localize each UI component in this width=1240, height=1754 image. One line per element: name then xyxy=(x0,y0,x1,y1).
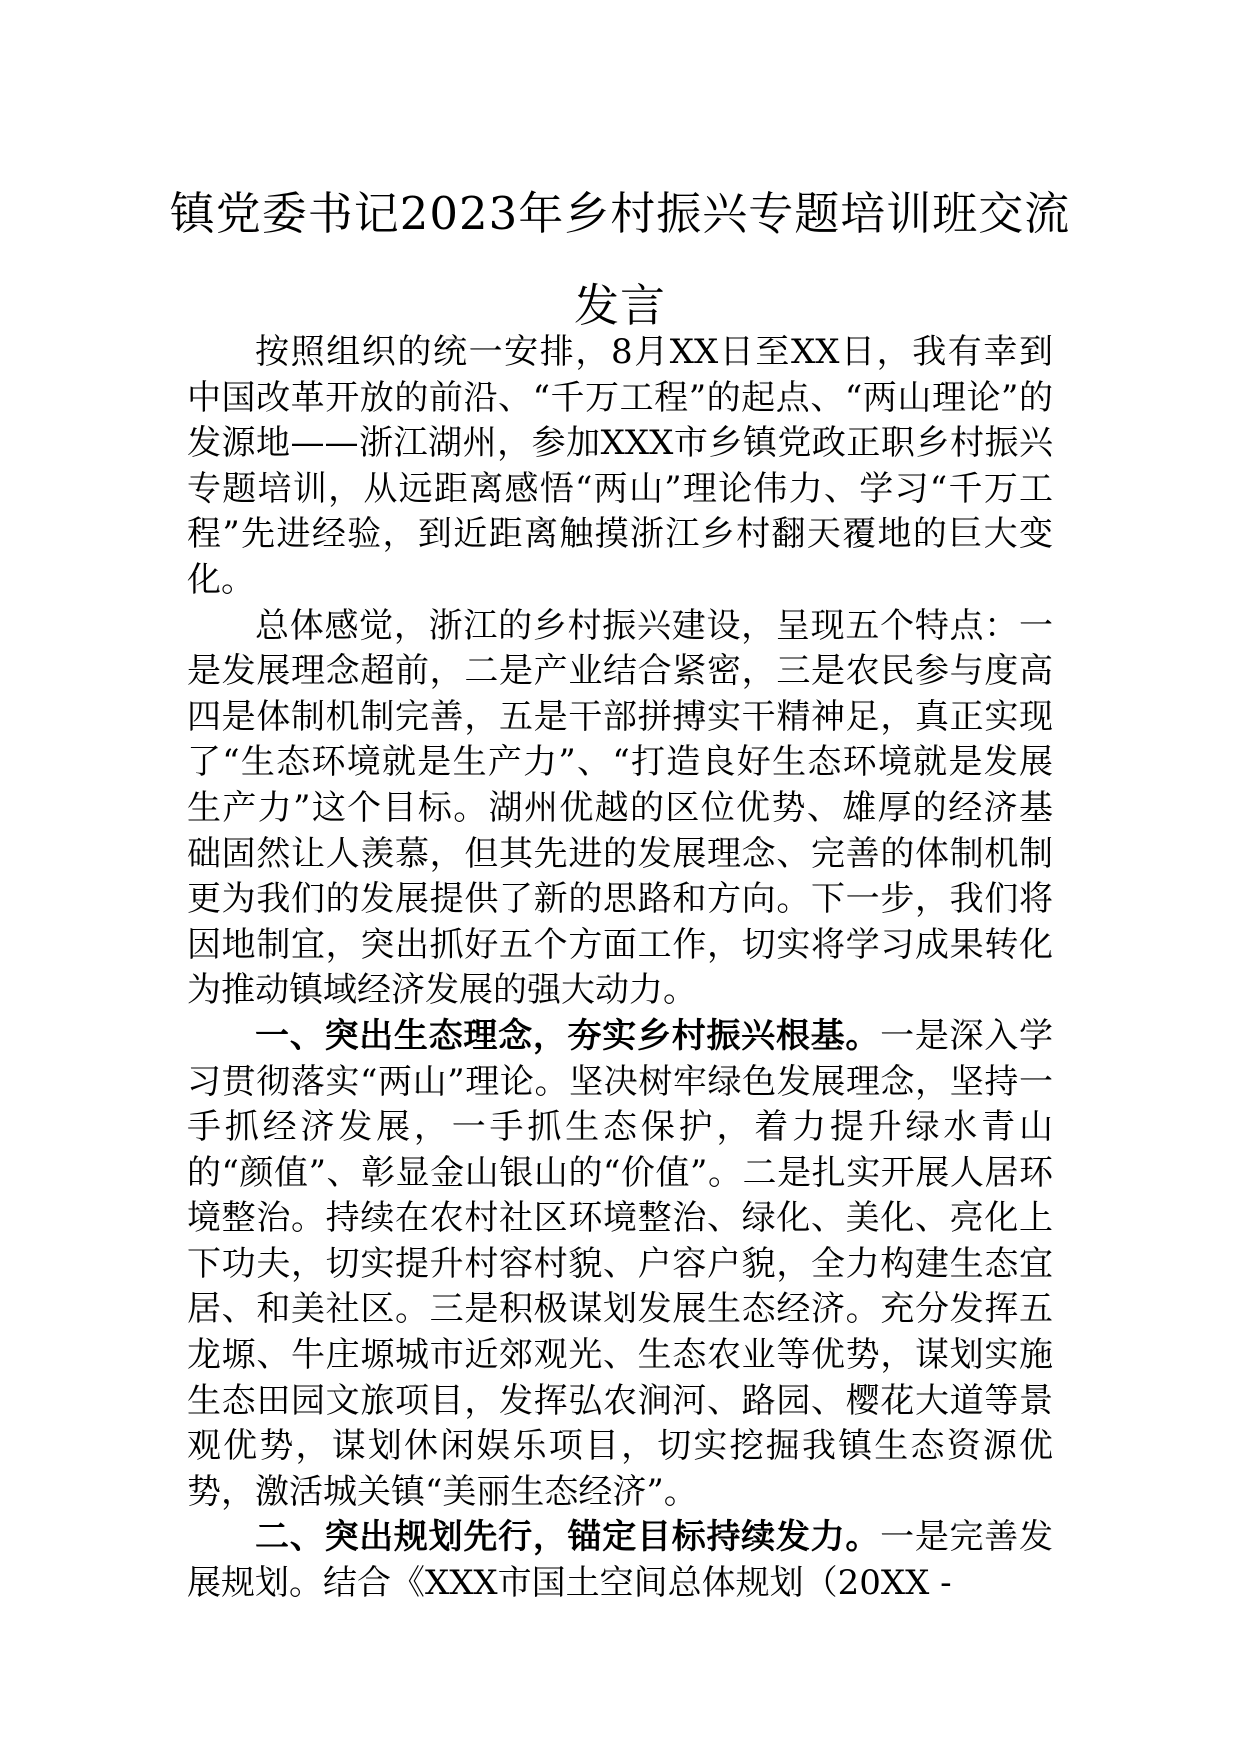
document-body xyxy=(187,330,1053,1607)
section-heading: 二、突出规划先行，锚定目标持续发力。 xyxy=(255,1517,881,1558)
paragraph xyxy=(187,604,1053,1014)
paragraph-text: 按照组织的统一安排，8月XX日至XX日，我有幸到中国改革开放的前沿、“千万工程”的起点、“两山理论”的发源地——浙江湖州，参加XXX市乡镇党政正职乡村振兴专题培训，从远距离感悟“两山”理论伟力、学习“千万工程”先进经验，到近距离触摸浙江乡村翻天覆地的巨大变化。 xyxy=(187,332,1053,600)
paragraph-text: 总体感觉，浙江的乡村振兴建设，呈现五个特点：一是发展理念超前，二是产业结合紧密，三是农民参与度高四是体制机制完善，五是干部拼搏实干精神足，真正实现了“生态环境就是生产力”、“打造良好生态环境就是发展生产力”这个目标。湖州优越的区位优势、雄厚的经济基础固然让人羡慕，但其先进的发展理念、完善的体制机制更为我们的发展提供了新的思路和方向。下一步，我们将因地制宜，突出抓好五个方面工作，切实将学习成果转化为推动镇域经济发展的强大动力。 xyxy=(187,605,1053,1011)
paragraph xyxy=(187,1014,1053,1516)
paragraph-text: 一是完善发展规划。结合《XXX市国土空间总体规划（20XX - xyxy=(187,1517,1054,1604)
paragraph xyxy=(187,330,1053,604)
paragraph xyxy=(187,1515,1053,1606)
paragraph-text: 一是深入学习贯彻落实“两山”理论。坚决树牢绿色发展理念，坚持一手抓经济发展，一手抓生态保护，着力提升绿水青山的“颜值”、彰显金山银山的“价值”。二是扎实开展人居环境整治。持续在农村社区环境整治、绿化、美化、亮化上下功夫，切实提升村容村貌、户容户貌，全力构建生态宜居、和美社区。三是积极谋划发展生态经济。充分发挥五龙塬、牛庄塬城市近郊观光、生态农业等优势，谋划实施生态田园文旅项目，发挥弘农涧河、路园、樱花大道等景观优势，谋划休闲娱乐项目，切实挖掘我镇生态资源优势，激活城关镇“美丽生态经济”。 xyxy=(187,1015,1054,1512)
section-heading: 一、突出生态理念，夯实乡村振兴根基。 xyxy=(255,1015,881,1056)
document-title: 镇党委书记2023年乡村振兴专题培训班交流发言 xyxy=(169,187,1071,332)
